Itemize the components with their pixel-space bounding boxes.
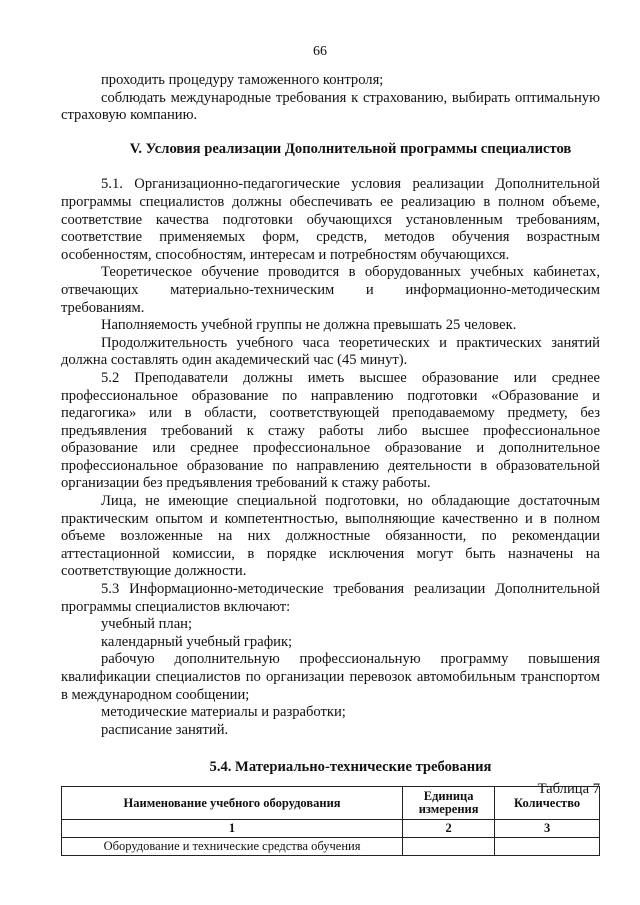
table-header-row xyxy=(62,787,600,820)
list-item: рабочую дополнительную профессиональную программу повышения квалификации специалистов по организации перевозок автомобильным транспортом в международном сообщении; xyxy=(61,651,600,703)
table-caption: Таблица 7 xyxy=(537,780,600,797)
equipment-table xyxy=(61,786,600,856)
list-item: методические материалы и разработки; xyxy=(101,704,346,721)
table-number-row xyxy=(62,820,600,838)
table-header-cell: Единица измерения xyxy=(403,787,495,820)
table-cell: 1 xyxy=(62,820,403,838)
subsection-heading: 5.4. Материально-технические требования xyxy=(209,759,492,776)
table-row xyxy=(62,838,600,856)
paragraph: Лица, не имеющие специальной подготовки, но обладающие достаточным практическим опытом и компетентностью, выполняющие качественно и в полном объеме возложенные на них должностные обязанности, по рекомендации аттестационной комиссии, в порядке исключения могут быть назначены на соответствующие должности. xyxy=(61,493,600,580)
paragraph: 5.1. Организационно-педагогические условия реализации Дополнительной программы специалистов должны обеспечивать ее реализацию в полном объеме, соответствие качества подготовки обучающихся установленным требованиям, соответствие применяемых форм, средств, методов обучения возрастным особенностям, способностям, интересам и потребностям обучающихся. xyxy=(61,176,600,263)
table-cell xyxy=(495,838,600,856)
page-content xyxy=(61,72,600,801)
paragraph: 5.2 Преподаватели должны иметь высшее образование или среднее профессиональное образование по направлению подготовки «Образование и педагогика» или в области, соответствующей преподаваемому предмету, без предъявления требований к стажу работы либо высшее профессиональное образование или среднее профессиональное образование и дополнительное профессиональное образование по направлению деятельности в образовательной организации без предъявления требований к стажу работы. xyxy=(61,369,600,492)
table-cell: 2 xyxy=(403,820,495,838)
table-header-cell: Количество xyxy=(495,787,600,820)
paragraph: Наполняемость учебной группы не должна превышать 25 человек. xyxy=(101,317,517,334)
table-cell xyxy=(403,838,495,856)
paragraph: Продолжительность учебного часа теоретических и практических занятий должна составлять один академический час (45 минут). xyxy=(61,334,600,369)
paragraph: Теоретическое обучение проводится в оборудованных учебных кабинетах, отвечающих материально-техническим и информационно-методическим требованиям. xyxy=(61,264,600,316)
list-item: расписание занятий. xyxy=(101,721,229,738)
paragraph: 5.3 Информационно-методические требования реализации Дополнительной программы специалистов включают: xyxy=(61,581,600,615)
table-cell: Оборудование и технические средства обучения xyxy=(62,838,403,856)
section-heading: V. Условия реализации Дополнительной программы специалистов xyxy=(129,140,572,157)
paragraph: проходить процедуру таможенного контроля; xyxy=(101,72,384,88)
list-item: календарный учебный график; xyxy=(101,633,293,650)
table-header-cell: Наименование учебного оборудования xyxy=(62,787,403,820)
page-number: 66 xyxy=(313,44,327,59)
table-cell: 3 xyxy=(495,820,600,838)
paragraph: соблюдать международные требования к страхованию, выбирать оптимальную страховую компанию. xyxy=(61,89,600,124)
list-item: учебный план; xyxy=(101,616,193,633)
